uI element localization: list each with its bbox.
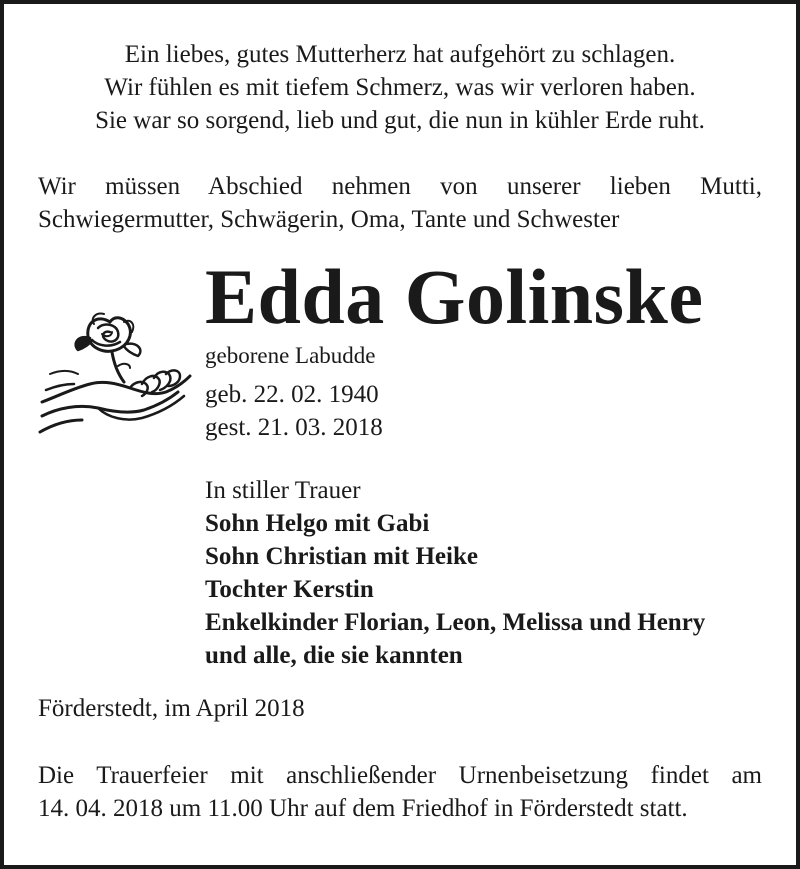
rose-in-hands-icon xyxy=(38,304,198,439)
mourner-name: Sohn Christian mit Heike xyxy=(205,543,478,570)
intro-line-1: Wir müssen Abschied nehmen von unserer lieben Mutti, xyxy=(38,173,762,200)
mourners-list xyxy=(205,474,705,672)
mourner-name: Tochter Kerstin xyxy=(205,576,374,603)
life-details xyxy=(205,339,383,444)
place-date: Förderstedt, im April 2018 xyxy=(38,695,305,722)
ceremony-line-1: Die Trauerfeier mit anschließender Urnenbeisetzung findet am xyxy=(38,762,762,789)
intro-line-2: Schwiegermutter, Schwägerin, Oma, Tante und Schwester xyxy=(38,206,620,233)
poem-line-2: Wir fühlen es mit tiefem Schmerz, was wir verloren haben. xyxy=(104,74,696,101)
birth-name: geborene Labudde xyxy=(205,343,376,368)
mourner-name: und alle, die sie kannten xyxy=(205,642,463,669)
death-date: gest. 21. 03. 2018 xyxy=(205,414,383,441)
mourner-name: Sohn Helgo mit Gabi xyxy=(205,510,430,537)
deceased-name: Edda Golinske xyxy=(205,253,704,340)
poem-line-1: Ein liebes, gutes Mutterherz hat aufgehört zu schlagen. xyxy=(124,41,676,68)
mourners-heading: In stiller Trauer xyxy=(205,477,361,504)
poem xyxy=(24,38,776,137)
farewell-intro xyxy=(38,170,762,236)
ceremony-line-2: 14. 04. 2018 um 11.00 Uhr auf dem Friedhof in Förderstedt statt. xyxy=(38,795,688,822)
birth-date: geb. 22. 02. 1940 xyxy=(205,381,379,408)
funeral-ceremony-info xyxy=(38,759,762,825)
mourner-name: Enkelkinder Florian, Leon, Melissa und Henry xyxy=(205,609,706,636)
poem-line-3: Sie war so sorgend, lieb und gut, die nun in kühler Erde ruht. xyxy=(95,107,705,134)
